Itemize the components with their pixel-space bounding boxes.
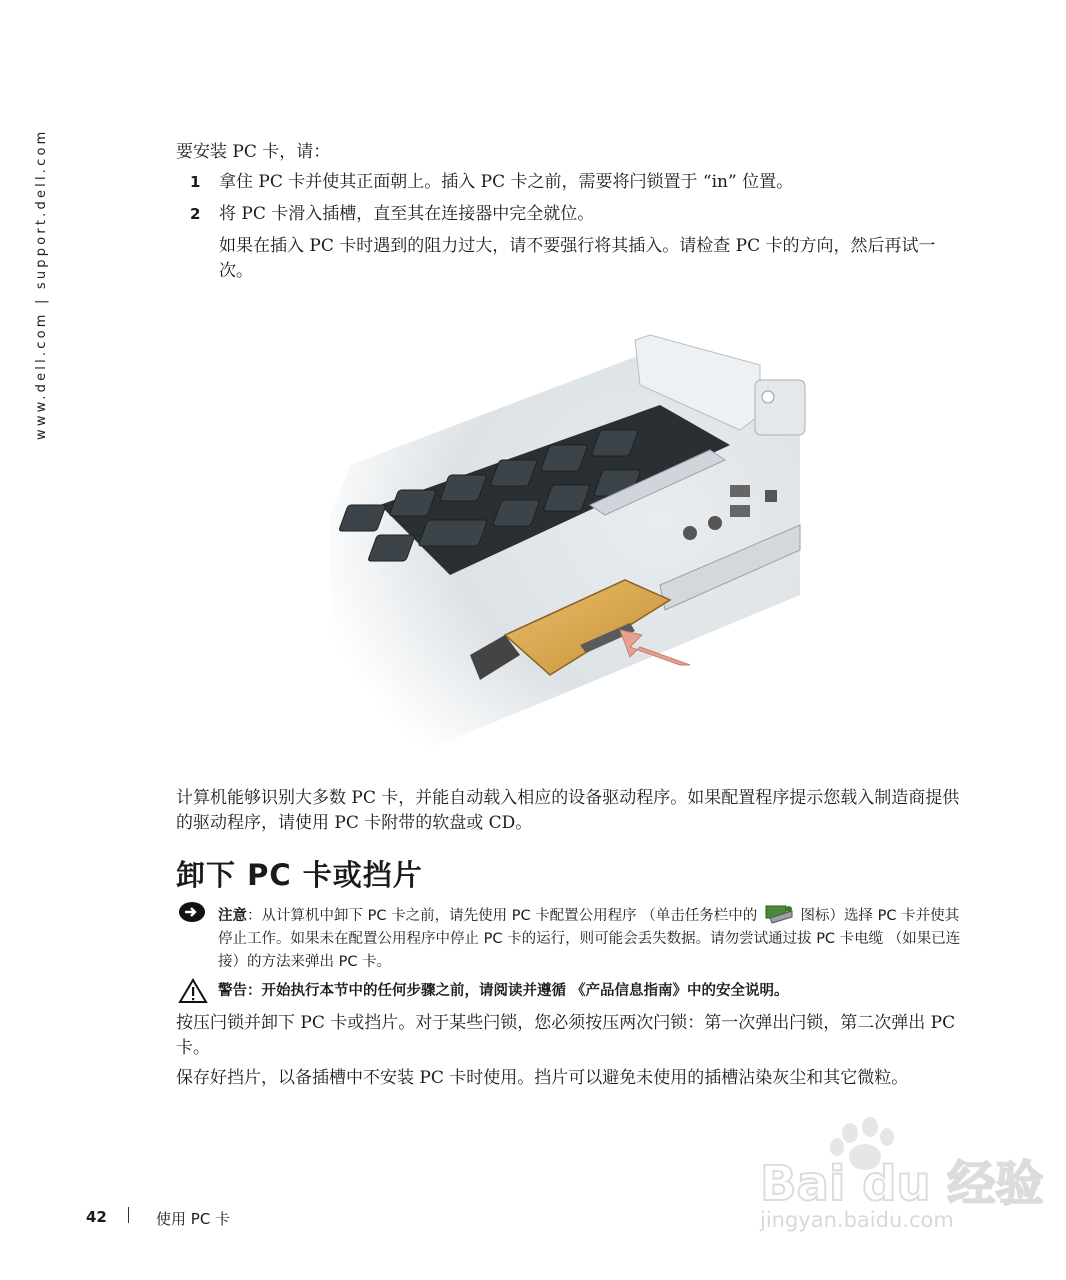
page-number: 42 (86, 1208, 107, 1226)
warning-label: 警告 (218, 983, 247, 999)
notice-label: 注意 (218, 908, 247, 924)
pc-card-insertion-illustration (330, 335, 830, 765)
pc-card-utility-icon (762, 903, 796, 925)
notice-body-1: ：从计算机中卸下 PC 卡之前，请先使用 PC 卡配置公用程序 （单击任务栏中的 (247, 908, 758, 924)
step-2-note: 如果在插入 PC 卡时遇到的阻力过大，请不要强行将其插入。请检查 PC 卡的方向，然后再试一次。 (219, 236, 936, 281)
side-url: www.dell.com | support.dell.com (34, 128, 49, 440)
remove-paragraph-1: 按压闩锁并卸下 PC 卡或挡片。对于某些闩锁，您必须按压两次闩锁：第一次弹出闩锁，第二次弹出 PC 卡。 (176, 1013, 956, 1058)
warning-text (218, 980, 963, 1003)
baidu-jingyan-watermark (755, 1115, 1044, 1240)
step-text: 将 PC 卡滑入插槽，直至其在连接器中完全就位。 (219, 204, 595, 224)
remove-paragraph-2: 保存好挡片，以备插槽中不安装 PC 卡时使用。挡片可以避免未使用的插槽沾染灰尘和其它微粒。 (176, 1068, 909, 1088)
notice-icon (178, 901, 208, 923)
watermark-url: jingyan.baidu.com (760, 1208, 954, 1232)
step-text: 拿住 PC 卡并使其正面朝上。插入 PC 卡之前，需要将闩锁置于 “in” 位置。 (219, 172, 794, 192)
watermark-brand: Bai du 经验 (760, 1156, 1044, 1212)
warning-icon (178, 978, 208, 1004)
step-number: 1 (190, 173, 201, 191)
section-title: 卸下 PC 卡或挡片 (176, 858, 423, 892)
intro-text: 要安装 PC 卡，请： (176, 142, 331, 162)
footer-divider (128, 1207, 129, 1223)
warning-body: ：开始执行本节中的任何步骤之前，请阅读并遵循 《产品信息指南》中的安全说明。 (247, 983, 789, 999)
step-number: 2 (190, 205, 201, 223)
notice-body-2: 图标）选择 PC 卡并使其停止工作。如果未在配置公用程序中停止 PC 卡的运行，则可能会丢失数据。请勿尝试通过拔 PC 卡电缆 （如果已连接）的方法来弹出 PC 卡。 (218, 908, 961, 970)
auto-driver-paragraph: 计算机能够识别大多数 PC 卡，并能自动载入相应的设备驱动程序。如果配置程序提示您载入制造商提供的驱动程序，请使用 PC 卡附带的软盘或 CD。 (176, 788, 960, 833)
notice-text (218, 903, 963, 974)
footer-section-label: 使用 PC 卡 (156, 1210, 231, 1228)
